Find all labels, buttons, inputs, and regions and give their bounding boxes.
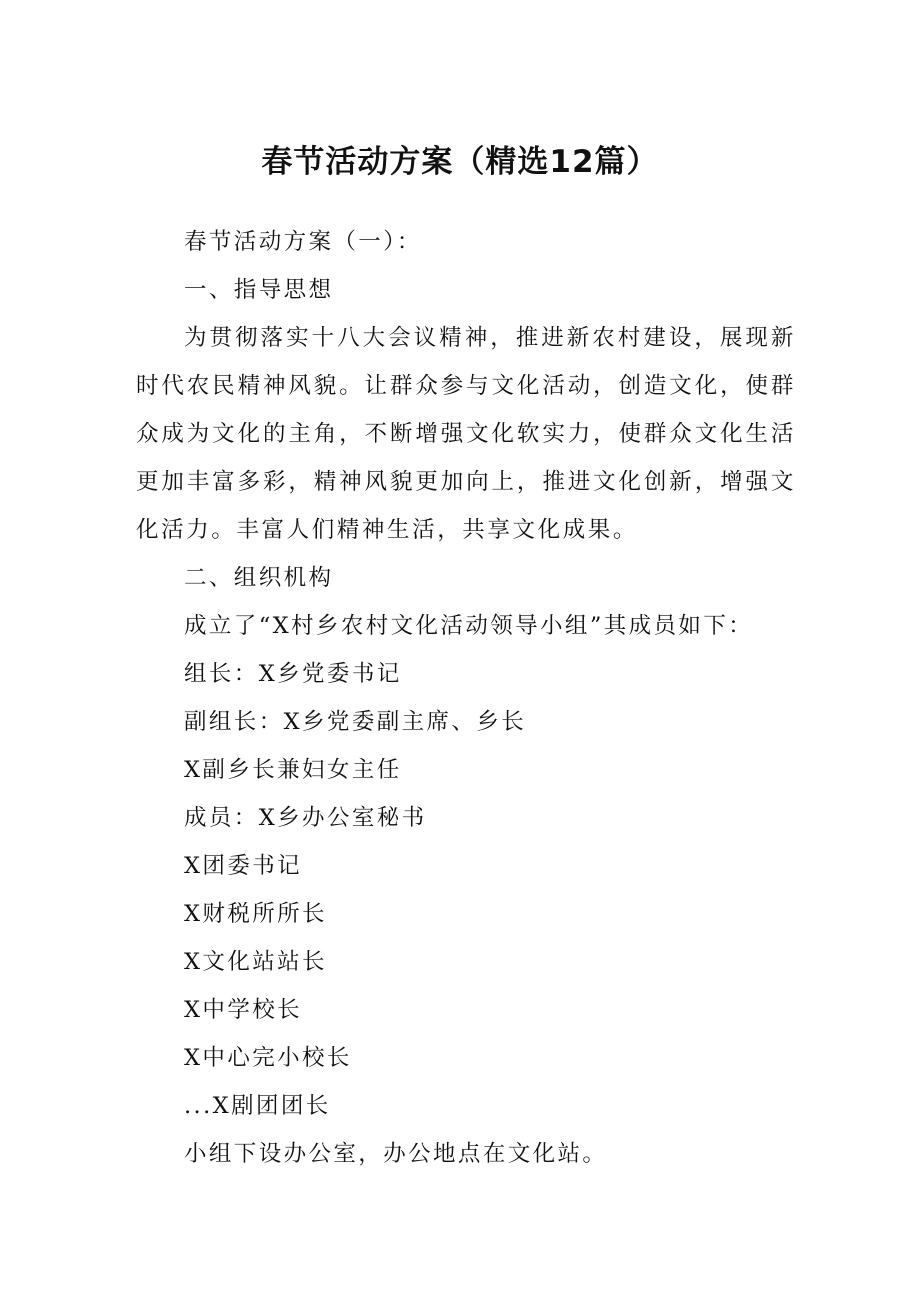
member-line: X副乡长兼妇女主任: [184, 757, 402, 783]
part2-heading: 二、组织机构: [184, 565, 334, 591]
closing-line: 小组下设办公室，办公地点在文化站。: [184, 1141, 608, 1167]
member-line: ...X剧团团长: [184, 1093, 331, 1119]
part1-paragraph: 为贯彻落实十八大会议精神，推进新农村建设，展现新时代农民精神风貌。让群众参与文化活动，创造文化，使群众成为文化的主角，不断增强文化软实力，使群众文化生活更加丰富多彩，精神风貌更加向上，推进文化创新，增强文化活力。丰富人们精神生活，共享文化成果。: [136, 325, 796, 543]
member-line: X中心完小校长: [184, 1045, 352, 1071]
member-line: 副组长：X乡党委副主席、乡长: [184, 709, 527, 735]
member-line: 组长：X乡党委书记: [184, 661, 402, 687]
part1-heading: 一、指导思想: [184, 277, 334, 303]
member-line: 成员：X乡办公室秘书: [184, 805, 427, 831]
section-heading: 春节活动方案（一）：: [184, 229, 422, 255]
member-line: X团委书记: [184, 853, 303, 879]
document-body: [136, 218, 796, 1178]
member-line: X中学校长: [184, 997, 303, 1023]
members-intro: 成立了“X村乡农村文化活动领导小组”其成员如下：: [184, 613, 754, 639]
document-title: 春节活动方案（精选12篇）: [261, 144, 659, 180]
member-line: X财税所所长: [184, 901, 327, 927]
member-line: X文化站站长: [184, 949, 327, 975]
